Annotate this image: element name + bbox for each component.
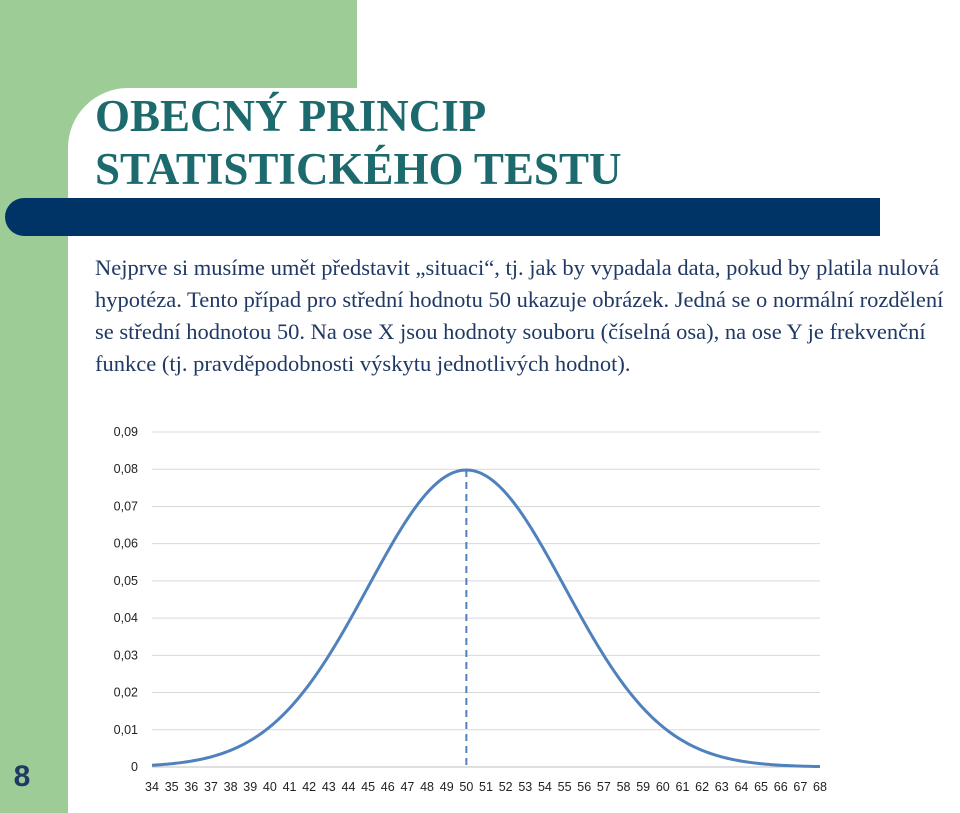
x-tick-label: 48 [420, 780, 435, 794]
x-tick-label: 43 [321, 780, 336, 794]
x-tick-label: 64 [734, 780, 749, 794]
x-tick-label: 62 [695, 780, 710, 794]
x-tick-label: 37 [203, 780, 218, 794]
x-tick-label: 47 [400, 780, 415, 794]
x-tick-label: 54 [537, 780, 552, 794]
x-tick-label: 61 [675, 780, 690, 794]
y-tick-label: 0,01 [113, 722, 138, 737]
x-tick-label: 56 [577, 780, 592, 794]
slide-title-line-2: STATISTICKÉHO TESTU [95, 144, 622, 194]
x-tick-label: 67 [793, 780, 808, 794]
y-tick-label: 0,03 [113, 648, 138, 663]
slide-body-text: Nejprve si musíme umět představit „situaci“, tj. jak by vypadala data, pokud by platila nulová hypotéza. Tento případ pro střední hodnotu 50 ukazuje obrázek. Jedná se o normální rozdělení se střední hodnotou 50. Na ose X jsou hodnoty souboru (číselná osa), na ose Y je frekvenční funkce (tj. pravděpodobnosti výskytu jednotlivých hodnot). [95, 255, 944, 376]
x-tick-label: 45 [361, 780, 376, 794]
y-tick-label: 0,02 [113, 685, 138, 700]
x-tick-label: 41 [282, 780, 297, 794]
x-tick-label: 65 [754, 780, 769, 794]
x-tick-label: 34 [145, 780, 159, 794]
x-tick-label: 53 [518, 780, 533, 794]
x-tick-label: 63 [714, 780, 729, 794]
x-tick-label: 60 [655, 780, 670, 794]
x-tick-label: 57 [596, 780, 611, 794]
x-tick-label: 68 [813, 780, 827, 794]
x-tick-label: 40 [262, 780, 277, 794]
x-tick-label: 36 [184, 780, 199, 794]
x-tick-label: 58 [616, 780, 631, 794]
slide-number: 8 [13, 760, 31, 793]
y-tick-label: 0,09 [113, 425, 138, 439]
slide-title-line-1: OBECNÝ PRINCIP [95, 91, 487, 141]
x-tick-label: 35 [164, 780, 179, 794]
y-tick-label: 0,08 [113, 462, 138, 477]
x-tick-label: 39 [243, 780, 258, 794]
y-tick-label: 0 [131, 760, 138, 774]
x-tick-label: 51 [479, 780, 493, 794]
x-tick-label: 44 [341, 780, 356, 794]
x-tick-label: 55 [557, 780, 572, 794]
normal-distribution-chart [100, 418, 835, 798]
y-tick-label: 0,05 [113, 573, 138, 588]
title-divider-bar [5, 198, 880, 236]
y-tick-label: 0,07 [113, 499, 138, 514]
x-tick-label: 42 [302, 780, 317, 794]
x-tick-label: 50 [459, 780, 474, 794]
slide-title [95, 90, 621, 196]
y-tick-label: 0,06 [113, 536, 138, 551]
x-tick-label: 59 [636, 780, 651, 794]
x-tick-label: 38 [223, 780, 238, 794]
x-tick-label: 46 [380, 780, 395, 794]
x-tick-label: 66 [773, 780, 788, 794]
y-tick-label: 0,04 [113, 611, 138, 626]
x-tick-label: 52 [498, 780, 513, 794]
x-tick-label: 49 [439, 780, 454, 794]
